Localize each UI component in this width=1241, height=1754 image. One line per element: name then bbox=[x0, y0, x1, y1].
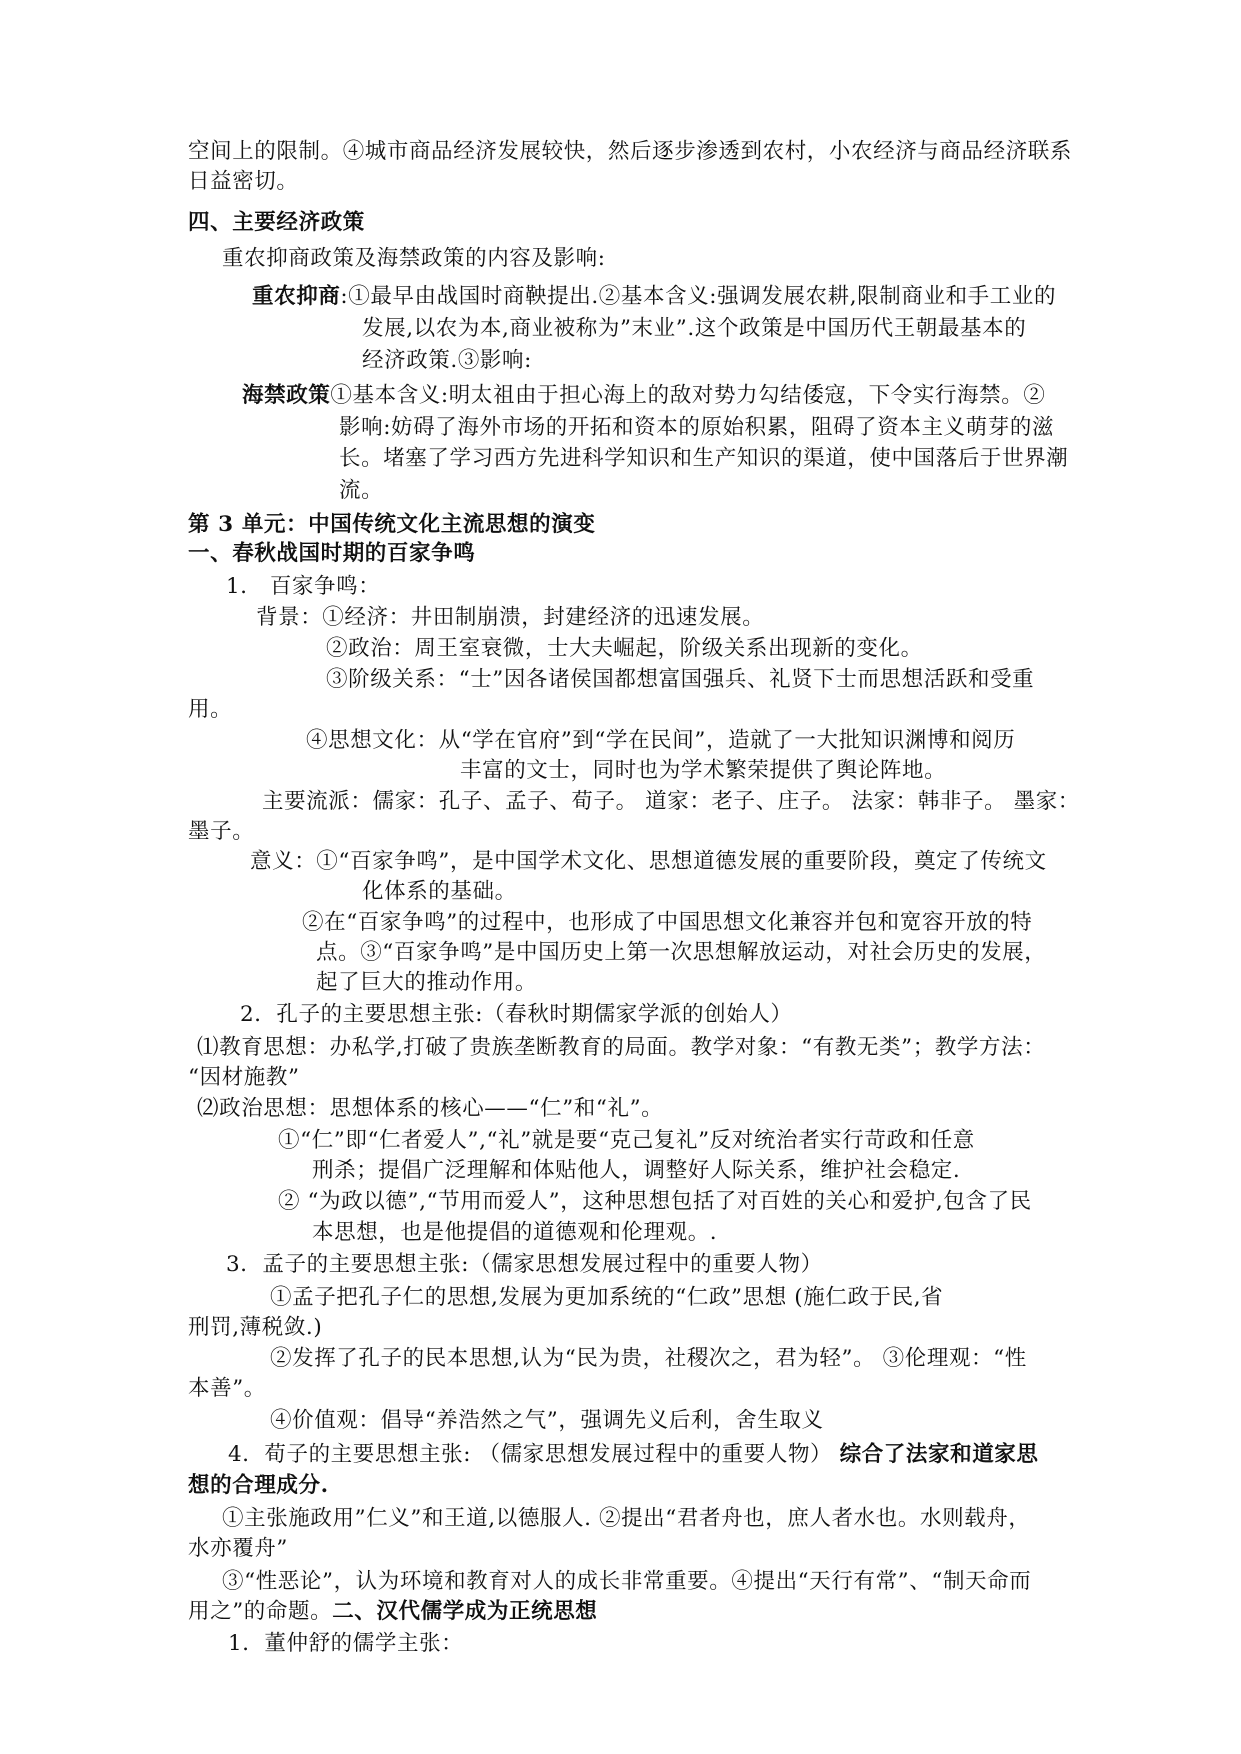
text-line: 主要流派：儒家：孔子、孟子、荀子。 道家：老子、庄子。 法家：韩非子。 墨家： bbox=[262, 789, 1080, 814]
text-line: ②政治：周王室衰微，士大夫崛起，阶级关系出现新的变化。 bbox=[326, 636, 923, 661]
text-line: 点。③“百家争鸣”是中国历史上第一次思想解放运动，对社会历史的发展， bbox=[316, 940, 1047, 965]
unit-heading: 第 3 单元：中国传统文化主流思想的演变 bbox=[188, 512, 596, 537]
policy-text: :①最早由战国时商鞅提出.②基本含义:强调发展农耕,限制商业和手工业的 bbox=[340, 284, 1057, 309]
text-line: 本善”。 bbox=[188, 1376, 266, 1401]
text-line: 水亦覆舟” bbox=[188, 1536, 288, 1561]
text-line: 发展,以农为本,商业被称为”末业”.这个政策是中国历代王朝最基本的 bbox=[362, 316, 1027, 341]
text-line: 流。 bbox=[339, 478, 384, 503]
text-line: 丰富的文士，同时也为学术繁荣提供了舆论阵地。 bbox=[460, 758, 947, 783]
text-line: 刑罚,薄税敛.) bbox=[188, 1315, 323, 1340]
text-line bbox=[188, 1597, 597, 1627]
text-line: ①“仁”即“仁者爱人”,“礼”就是要“克己复礼”反对统治者实行苛政和任意 bbox=[278, 1128, 975, 1153]
policy-line bbox=[242, 381, 1045, 411]
text-line: 化体系的基础。 bbox=[362, 879, 517, 904]
text-line: 长。堵塞了学习西方先进科学知识和生产知识的渠道，使中国落后于世界潮 bbox=[339, 446, 1069, 471]
text-line: 3．孟子的主要思想主张:（儒家思想发展过程中的重要人物） bbox=[226, 1252, 823, 1277]
text-line: 1． 百家争鸣： bbox=[226, 574, 381, 599]
text-line: ⑴教育思想：办私学,打破了贵族垄断教育的局面。教学对象：“有教无类”；教学方法： bbox=[197, 1035, 1046, 1060]
text-line: 经济政策.③影响: bbox=[362, 348, 532, 373]
bold-text-segment: 综合了法家和道家思 bbox=[839, 1442, 1039, 1467]
text-line: 墨子。 bbox=[188, 819, 255, 844]
text-line: ⑵政治思想：思想体系的核心——“仁”和“礼”。 bbox=[197, 1096, 664, 1121]
text-line: 背景：①经济：井田制崩溃，封建经济的迅速发展。 bbox=[256, 605, 765, 630]
text-line: 意义：①“百家争鸣”，是中国学术文化、思想道德发展的重要阶段，奠定了传统文 bbox=[250, 849, 1047, 874]
text-line: 1．董仲舒的儒学主张： bbox=[228, 1631, 464, 1656]
text-line: 2．孔子的主要思想主张:（春秋时期儒家学派的创始人） bbox=[240, 1002, 793, 1027]
text-line: ②发挥了孔子的民本思想,认为“民为贵，社稷次之，君为轻”。 ③伦理观：“性 bbox=[270, 1346, 1027, 1371]
text-line: ④思想文化：从“学在官府”到“学在民间”，造就了一大批知识渊博和阅历 bbox=[306, 728, 1016, 753]
policy-line bbox=[252, 282, 1056, 312]
section-heading: 一、春秋战国时期的百家争鸣 bbox=[188, 541, 476, 566]
text-line: 空间上的限制。④城市商品经济发展较快，然后逐步渗透到农村，小农经济与商品经济联系 bbox=[188, 139, 1073, 164]
text-line: ①主张施政用”仁义”和王道,以德服人. ②提出“君者舟也，庶人者水也。水则载舟， bbox=[222, 1506, 1031, 1531]
text-segment: 用之”的命题。 bbox=[188, 1599, 333, 1624]
text-line: 影响:妨碍了海外市场的开拓和资本的原始积累，阻碍了资本主义萌芽的滋 bbox=[339, 415, 1055, 440]
text-segment: 4．荀子的主要思想主张: （儒家思想发展过程中的重要人物） bbox=[228, 1442, 840, 1467]
text-line: 刑杀；提倡广泛理解和体贴他人，调整好人际关系，维护社会稳定. bbox=[312, 1158, 961, 1183]
text-line: ③“性恶论”，认为环境和教育对人的成长非常重要。④提出“天行有常”、“制天命而 bbox=[222, 1569, 1032, 1594]
text-line: 想的合理成分. bbox=[188, 1473, 329, 1498]
text-line: 本思想，也是他提倡的道德观和伦理观。. bbox=[312, 1220, 718, 1245]
section-heading: 二、汉代儒学成为正统思想 bbox=[332, 1599, 598, 1624]
policy-text: ①基本含义:明太祖由于担心海上的敌对势力勾结倭寇，下令实行海禁。② bbox=[330, 383, 1046, 408]
section-heading: 四、主要经济政策 bbox=[188, 210, 365, 235]
policy-label: 海禁政策 bbox=[242, 383, 331, 408]
text-line: 日益密切。 bbox=[188, 169, 299, 194]
policy-label: 重农抑商 bbox=[252, 284, 341, 309]
text-line: 用。 bbox=[188, 697, 233, 722]
text-line: ③阶级关系：“士”因各诸侯国都想富国强兵、礼贤下士而思想活跃和受重 bbox=[326, 667, 1035, 692]
text-line: ①孟子把孔子仁的思想,发展为更加系统的“仁政”思想 (施仁政于民,省 bbox=[270, 1285, 944, 1310]
text-line bbox=[228, 1440, 1039, 1470]
text-line: “因材施教” bbox=[188, 1065, 300, 1090]
text-line: ②在“百家争鸣”的过程中，也形成了中国思想文化兼容并包和宽容开放的特 bbox=[302, 910, 1033, 935]
text-line: ④价值观：倡导“养浩然之气”，强调先义后利，舍生取义 bbox=[270, 1408, 824, 1433]
text-line: 起了巨大的推动作用。 bbox=[316, 970, 538, 995]
text-line: 重农抑商政策及海禁政策的内容及影响: bbox=[222, 246, 606, 271]
text-line: ② “为政以德”,“节用而爱人”，这种思想包括了对百姓的关心和爱护,包含了民 bbox=[278, 1189, 1032, 1214]
